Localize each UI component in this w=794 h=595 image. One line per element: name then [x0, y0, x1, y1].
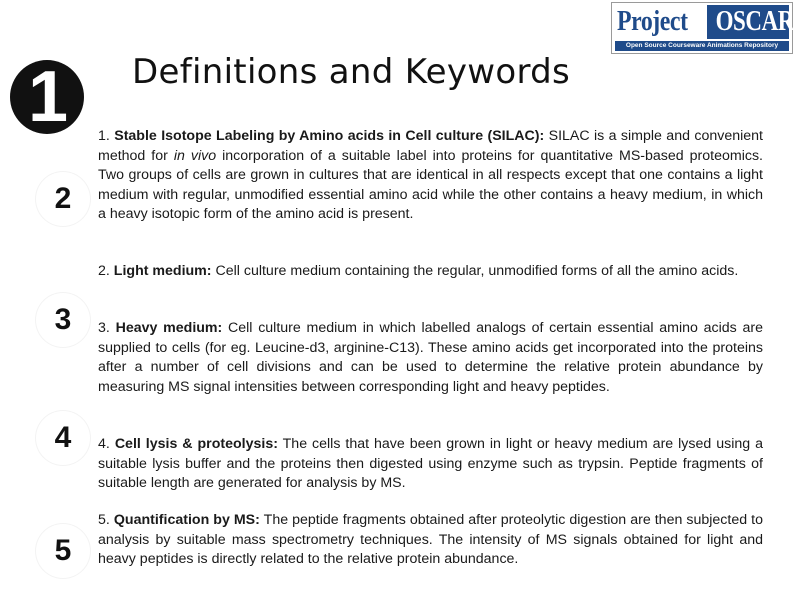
logo-oscar-text: OSCAR	[715, 6, 794, 37]
step-marker-1: 1	[10, 60, 84, 134]
logo-oscar-box	[707, 5, 794, 39]
term-cell-lysis: Cell lysis & proteolysis:	[114, 436, 278, 452]
definition-cell-lysis	[98, 435, 763, 494]
term-light-medium: Light medium:	[113, 263, 212, 279]
logo-project-text: Project	[617, 6, 688, 37]
item-number: 2.	[98, 263, 110, 279]
item-number: 3.	[98, 320, 110, 336]
definition-text: Cell culture medium in which labelled analogs of certain essential amino acids are supplied to cells (for eg. Leucine-d3, arginine-C13). These amino acids get incorporated into the proteins after a number of cell divisions and can be used to determine the relative protein abundance by measuring MS signal intensities between corresponding light and heavy peptides.	[98, 320, 763, 395]
definition-text: The cells that have been grown in light or heavy medium are lysed using a suitable lysis buffer and the proteins then digested using enzyme such as trypsin. Peptide fragments of suitable length are generated for analysis by MS.	[98, 436, 763, 491]
term-quantification: Quantification by MS:	[113, 512, 260, 528]
definition-text: Cell culture medium containing the regular, unmodified forms of all the amino acids.	[211, 263, 739, 279]
step-marker-2: 2	[36, 172, 90, 226]
item-number: 5.	[98, 512, 110, 528]
project-oscar-logo	[611, 2, 793, 54]
term-heavy-medium: Heavy medium:	[115, 320, 223, 336]
step-marker-4: 4	[36, 411, 90, 465]
definition-text-b: incorporation of a suitable label into proteins for quantitative MS-based proteomics. Two groups of cells are grown in cultures that are identical in all respects except that one contains a light medium with regular, unmodified essential amino acid while the other contains a heavy medium, in which a heavy isotopic form of the amino acid is present.	[98, 147, 763, 222]
logo-tagline: Open Source Courseware Animations Repository	[615, 41, 789, 51]
definition-light-medium	[98, 262, 763, 282]
definition-heavy-medium	[98, 319, 763, 397]
definition-quantification	[98, 511, 763, 570]
logo-wordmark	[615, 5, 794, 39]
definition-text: The peptide fragments obtained after proteolytic digestion are then subjected to analysis by suitable mass spectrometry techniques. The intensity of MS signals obtained for light and heavy peptides is directly related to the relative protein abundance.	[98, 512, 763, 567]
step-marker-5: 5	[36, 524, 90, 578]
italic-in-vivo: in vivo	[173, 147, 217, 164]
item-number: 1.	[98, 128, 110, 144]
step-marker-3: 3	[36, 293, 90, 347]
definition-text-a: SILAC is a simple and convenient method for	[98, 128, 763, 164]
term-silac: Stable Isotope Labeling by Amino acids in Cell culture (SILAC):	[114, 128, 545, 144]
item-number: 4.	[98, 436, 110, 452]
definition-silac	[98, 127, 763, 225]
page-title: Definitions and Keywords	[132, 52, 571, 92]
